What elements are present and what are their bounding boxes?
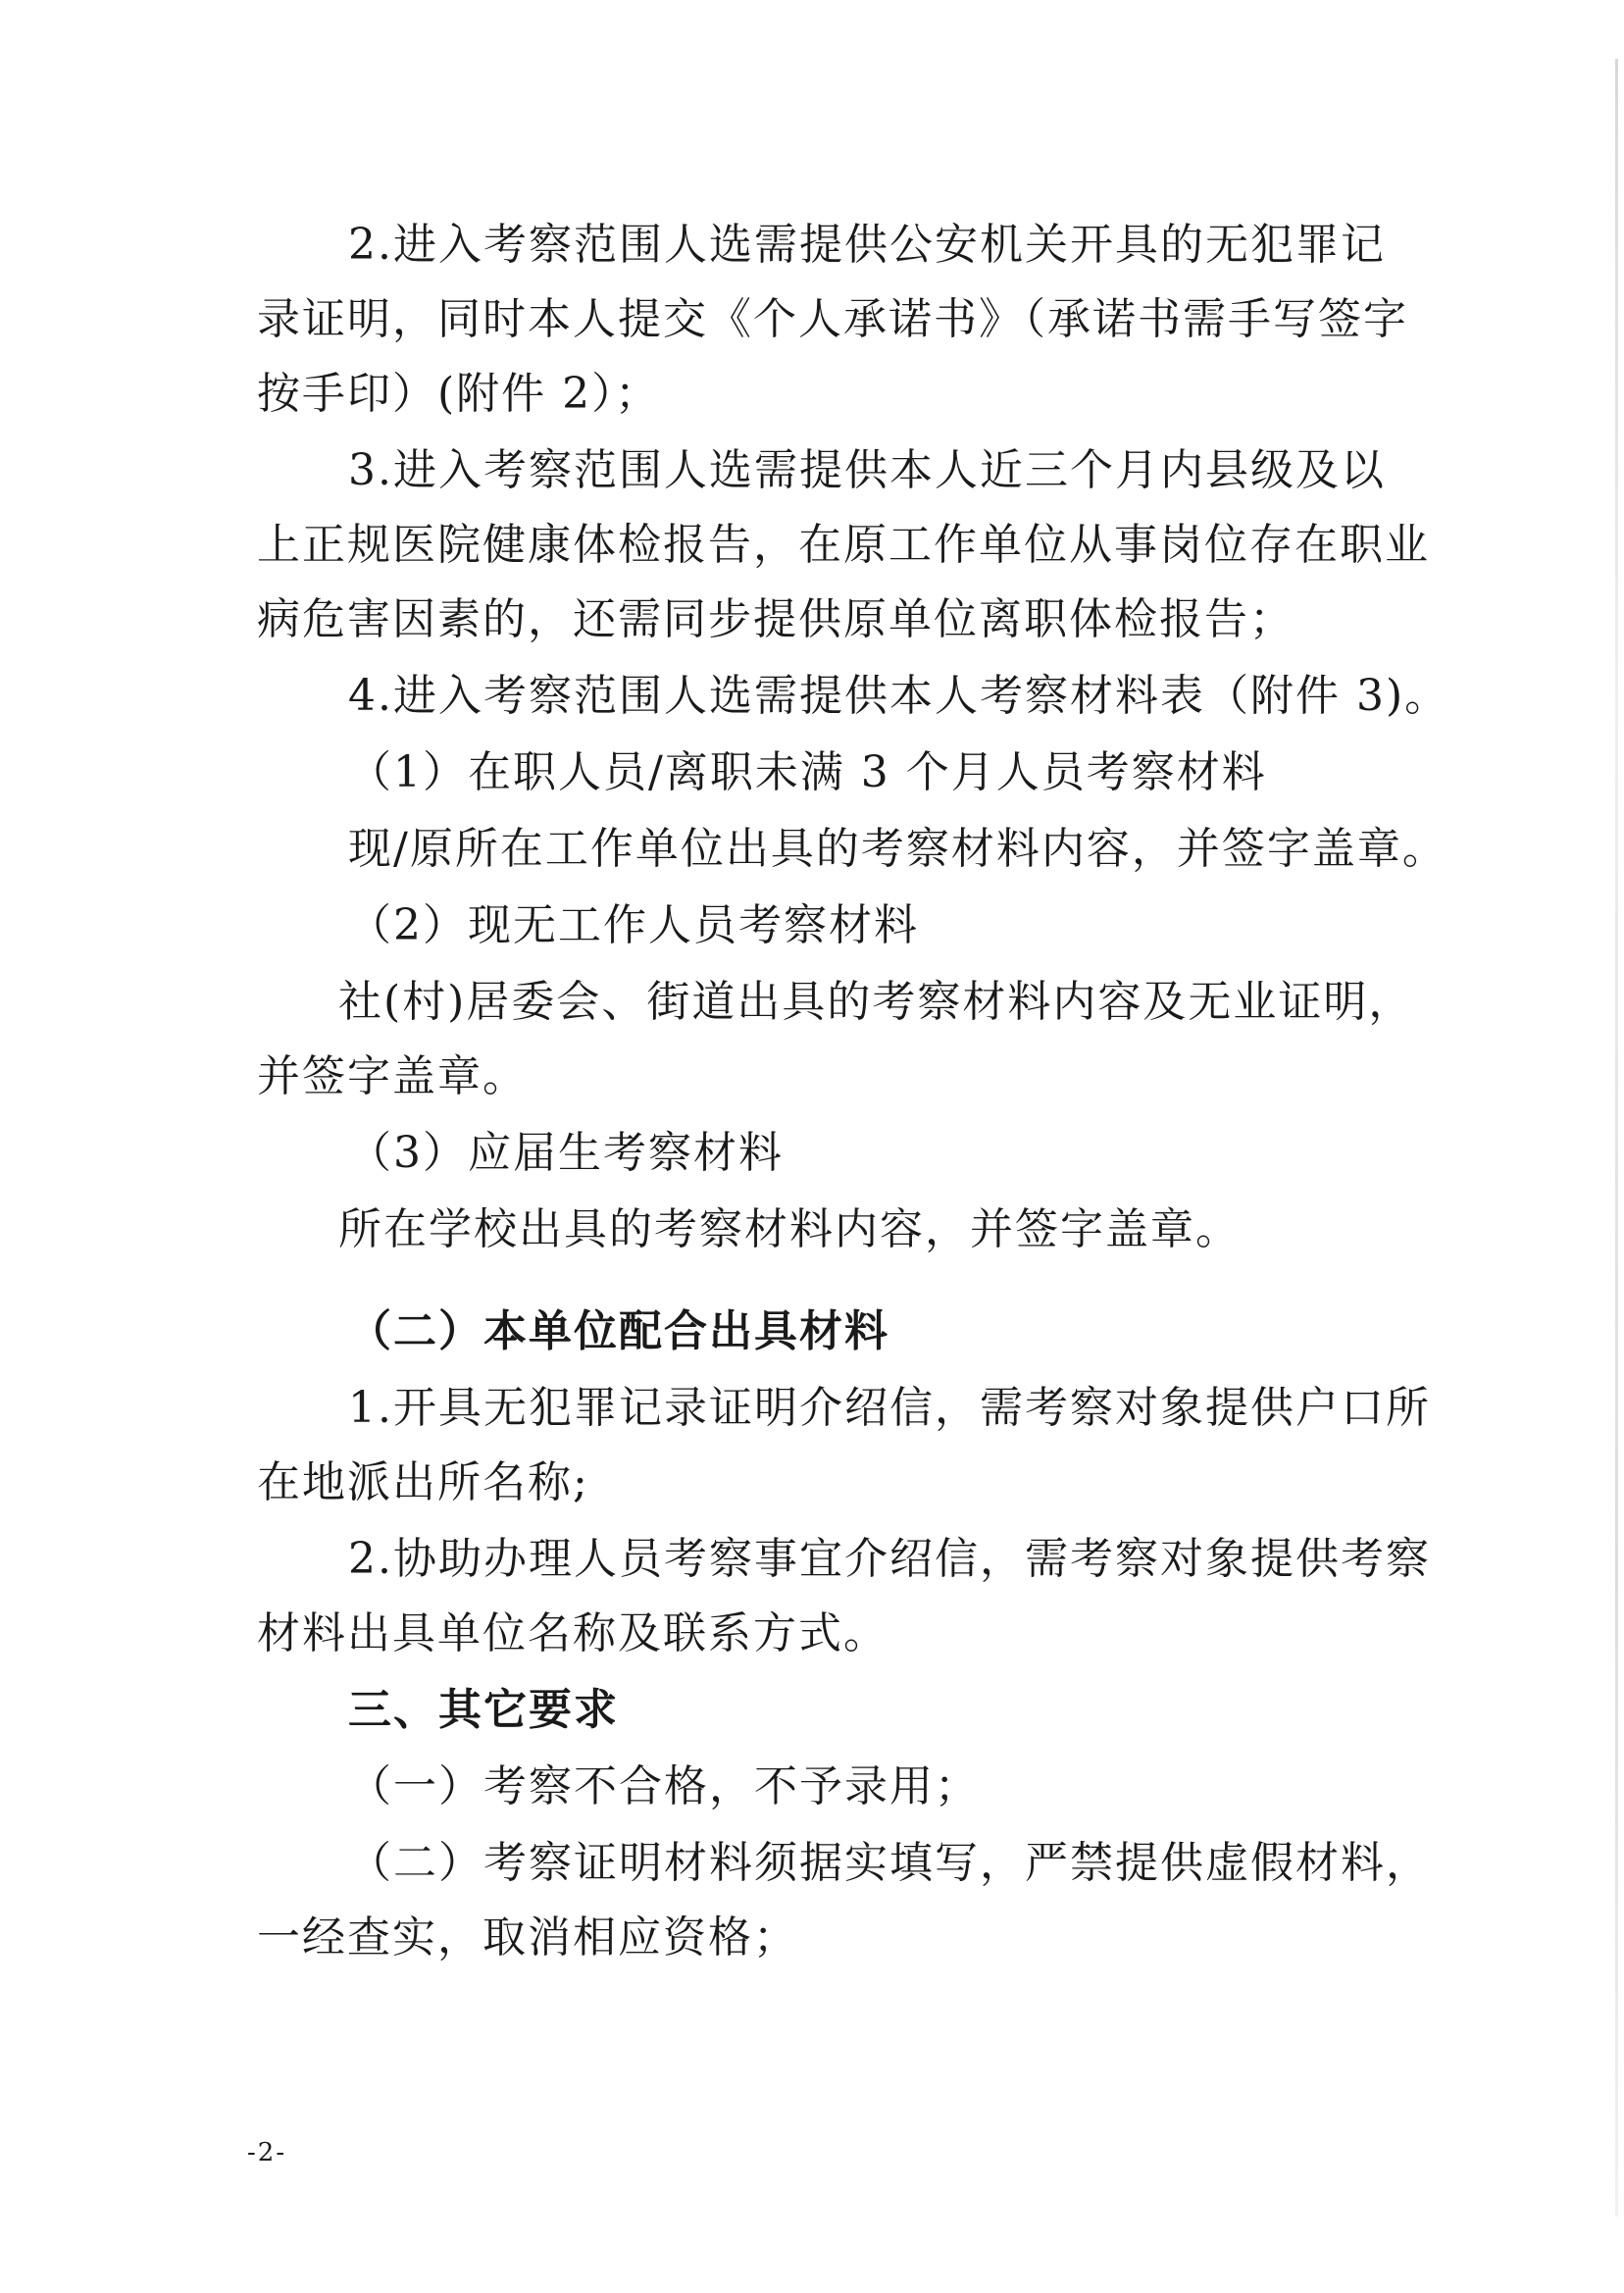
text-line: 1.开具无犯罪记录证明介绍信，需考察对象提供户口所 bbox=[348, 1383, 1431, 1433]
text-line: 4.进入考察范围人选需提供本人考察材料表（附件 3)。 bbox=[348, 671, 1450, 721]
text-line: 现/原所在工作单位出具的考察材料内容，并签字盖章。 bbox=[348, 824, 1447, 874]
section-subheading: （二）本单位配合出具材料 bbox=[348, 1306, 889, 1356]
text-line: 录证明，同时本人提交《个人承诺书》（承诺书需手写签字 bbox=[257, 294, 1408, 344]
text-line: （1）在职人员/离职未满 3 个月人员考察材料 bbox=[348, 747, 1267, 797]
text-line: 社(村)居委会、街道出具的考察材料内容及无业证明， bbox=[338, 977, 1414, 1027]
text-line: 2.进入考察范围人选需提供公安机关开具的无犯罪记 bbox=[348, 220, 1386, 270]
text-line: 在地派出所名称; bbox=[257, 1457, 589, 1507]
text-line: 一经查实，取消相应资格； bbox=[257, 1912, 798, 1962]
text-line: （2）现无工作人员考察材料 bbox=[348, 900, 919, 950]
text-line: （一）考察不合格，不予录用； bbox=[348, 1761, 980, 1811]
text-line: （3）应届生考察材料 bbox=[348, 1128, 784, 1178]
text-line: 上正规医院健康体检报告，在原工作单位从事岗位存在职业 bbox=[257, 520, 1430, 570]
text-line: 所在学校出具的考察材料内容，并签字盖章。 bbox=[338, 1204, 1241, 1254]
section-heading: 三、其它要求 bbox=[348, 1685, 619, 1735]
text-line: 3.进入考察范围人选需提供本人近三个月内县级及以 bbox=[348, 445, 1386, 495]
page-number: -2- bbox=[247, 2138, 287, 2167]
text-line: 材料出具单位名称及联系方式。 bbox=[257, 1608, 888, 1658]
text-line: （二）考察证明材料须据实填写，严禁提供虚假材料， bbox=[348, 1838, 1431, 1888]
text-line: 2.协助办理人员考察事宜介绍信，需考察对象提供考察 bbox=[348, 1534, 1431, 1584]
text-line: 并签字盖章。 bbox=[257, 1051, 528, 1101]
text-line: 病危害因素的，还需同步提供原单位离职体检报告； bbox=[257, 594, 1294, 644]
text-line: 按手印）(附件 2）； bbox=[257, 369, 661, 419]
scan-page-edge bbox=[1615, 59, 1618, 2217]
